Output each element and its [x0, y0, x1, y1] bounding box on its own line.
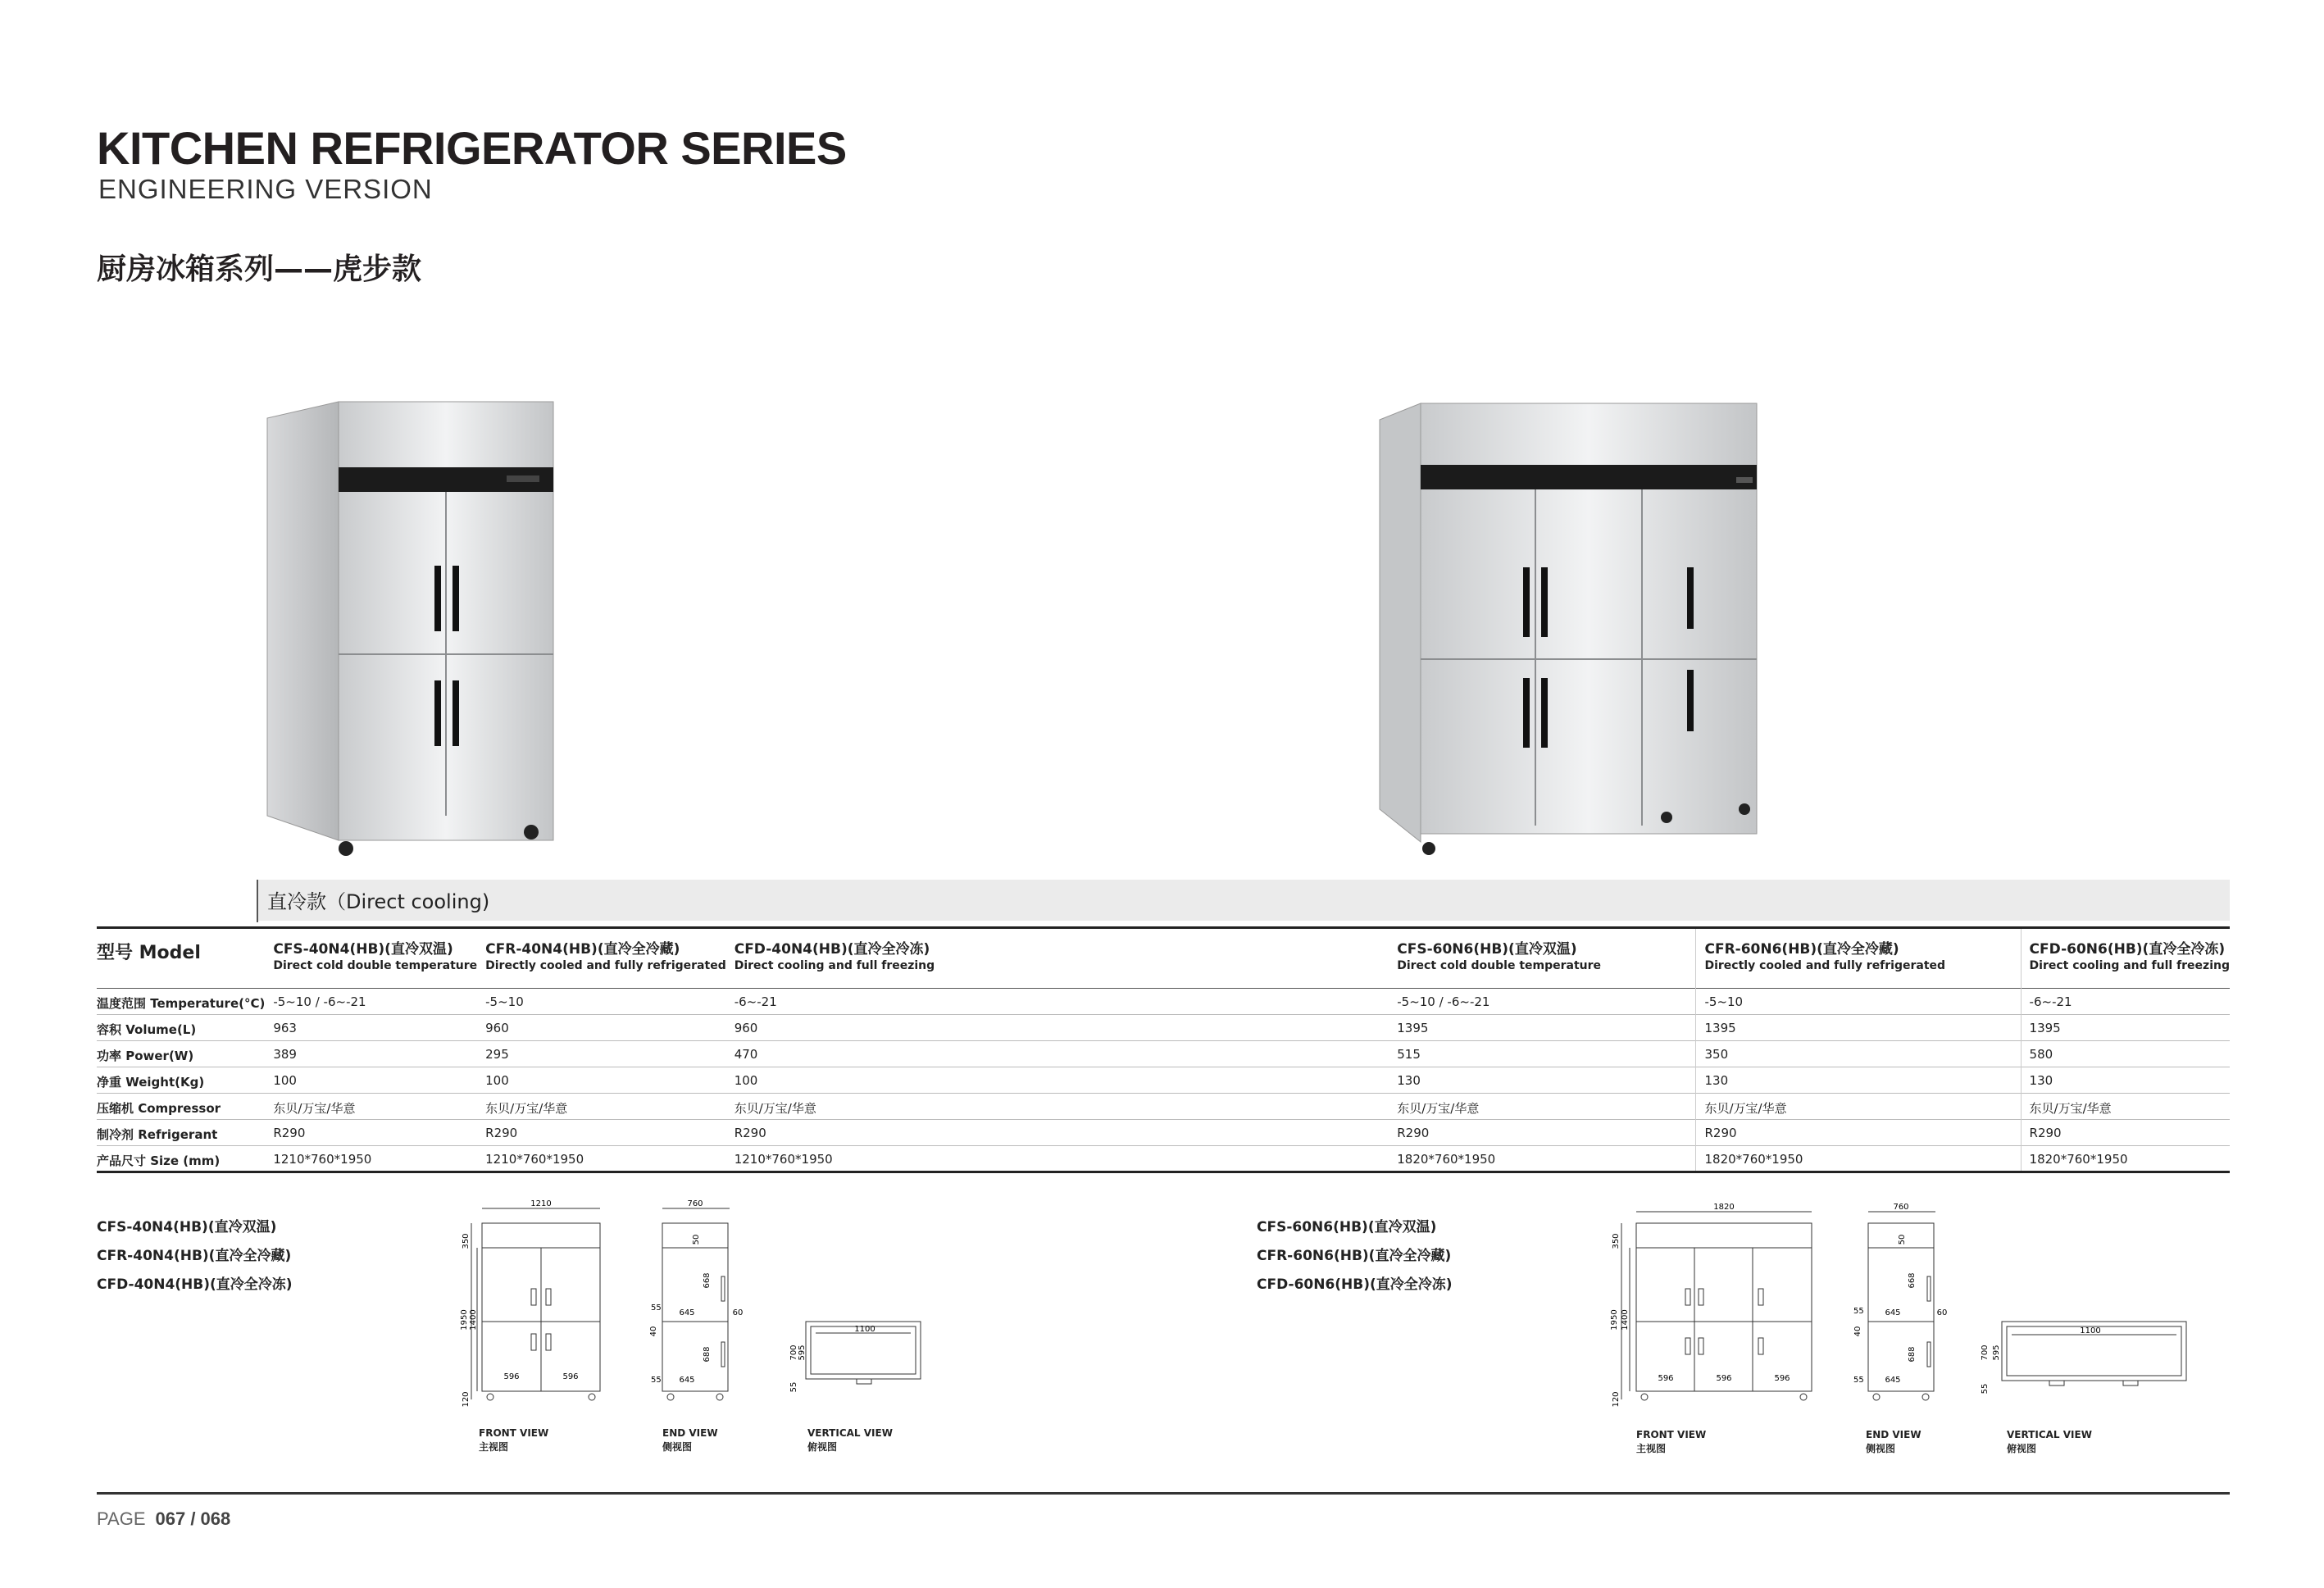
footer-divider	[97, 1492, 2230, 1495]
table-cell: 960	[734, 1021, 758, 1035]
table-cell: 963	[273, 1021, 297, 1035]
dim-text: 40	[1853, 1326, 1862, 1337]
dim-text: 688	[703, 1346, 712, 1363]
model-header: CFS-40N4(HB)(直冷双温) Direct cold double temperature	[273, 941, 478, 972]
dim-text: 1950	[1610, 1309, 1619, 1331]
dim-text: 645	[679, 1308, 695, 1317]
page-subtitle: ENGINEERING VERSION	[98, 174, 433, 204]
dim-text: 668	[1908, 1272, 1917, 1289]
front-view-caption: FRONT VIEW 主视图	[1636, 1429, 1707, 1454]
front-view-drawing-6-door	[1607, 1199, 1820, 1412]
table-cell: 960	[485, 1021, 509, 1035]
table-row	[97, 1146, 2230, 1172]
table-cell: 1820*760*1950	[1397, 1152, 1496, 1167]
row-label: 压缩机 Compressor	[97, 1101, 221, 1116]
table-cell: 1820*760*1950	[2021, 1146, 2230, 1172]
row-label: 功率 Power(W)	[97, 1049, 194, 1063]
model-list-right	[1257, 1213, 1453, 1299]
dim-text: 350	[462, 1233, 471, 1249]
vertical-view-caption: VERTICAL VIEW 俯视图	[2007, 1429, 2092, 1454]
model-header: CFD-40N4(HB)(直冷全冷冻) Direct cooling and full freezing	[734, 941, 935, 972]
table-cell: 130	[1696, 1067, 2021, 1094]
table-cell: 1210*760*1950	[485, 1152, 584, 1167]
vertical-view-drawing-4-door	[783, 1312, 930, 1402]
model-list-item: CFS-40N4(HB)(直冷双温)	[97, 1219, 277, 1235]
dim-text: 595	[798, 1345, 807, 1361]
model-header: CFD-60N6(HB)(直冷全冷冻) Direct cooling and full freezing	[2021, 928, 2230, 989]
model-list-left	[97, 1213, 293, 1299]
page-title: KITCHEN REFRIGERATOR SERIES	[97, 122, 847, 174]
table-cell: R290	[734, 1126, 766, 1140]
page-number	[97, 1508, 230, 1530]
table-cell: 东贝/万宝/华意	[1696, 1094, 2021, 1120]
table-cell: 470	[734, 1047, 758, 1062]
table-cell: 130	[2021, 1067, 2230, 1094]
dim-text: 596	[1774, 1374, 1790, 1383]
table-row	[97, 1067, 2230, 1094]
model-header: CFR-60N6(HB)(直冷全冷藏) Directly cooled and fully refrigerated	[1696, 928, 2021, 989]
table-cell: 389	[273, 1047, 297, 1062]
vertical-view-caption: VERTICAL VIEW 俯视图	[807, 1427, 893, 1453]
chinese-title: 厨房冰箱系列——虎步款	[97, 253, 422, 286]
table-cell: 东贝/万宝/华意	[734, 1101, 816, 1116]
dim-text: 596	[1716, 1374, 1732, 1383]
model-list-item: CFD-40N4(HB)(直冷全冷冻)	[97, 1276, 293, 1293]
vertical-view-drawing-6-door	[1976, 1312, 2197, 1402]
table-cell: -5~10 / -6~-21	[273, 994, 366, 1009]
table-cell: 1820*760*1950	[1696, 1146, 2021, 1172]
model-header: CFR-40N4(HB)(直冷全冷藏) Directly cooled and fully refrigerated	[485, 941, 726, 972]
end-view-drawing-6-door	[1849, 1199, 1947, 1412]
dim-text: 596	[503, 1372, 520, 1381]
row-label: 净重 Weight(Kg)	[97, 1075, 205, 1090]
fridge-4-door-image	[261, 394, 564, 865]
dim-text: 700	[789, 1345, 798, 1361]
dim-text: 120	[462, 1391, 471, 1408]
dim-text: 1100	[2080, 1326, 2101, 1335]
row-label: 产品尺寸 Size (mm)	[97, 1153, 221, 1168]
dim-text: 1820	[1713, 1203, 1735, 1212]
model-list-item: CFR-40N4(HB)(直冷全冷藏)	[97, 1248, 292, 1264]
dim-text: 595	[1992, 1345, 2001, 1361]
dim-text: 1400	[469, 1309, 478, 1331]
model-list-item: CFS-60N6(HB)(直冷双温)	[1257, 1219, 1437, 1235]
table-cell: R290	[485, 1126, 518, 1140]
dim-text: 760	[1893, 1203, 1909, 1212]
table-cell: 1210*760*1950	[734, 1152, 833, 1167]
table-row	[97, 1094, 2230, 1120]
dim-text: 50	[692, 1234, 701, 1245]
model-header: CFS-60N6(HB)(直冷双温) Direct cold double temperature	[1397, 941, 1602, 972]
table-cell: 1210*760*1950	[273, 1152, 372, 1167]
table-cell: 350	[1696, 1041, 2021, 1067]
dim-text: 1400	[1621, 1309, 1630, 1331]
table-cell: 100	[485, 1073, 509, 1088]
model-list-item: CFR-60N6(HB)(直冷全冷藏)	[1257, 1248, 1452, 1264]
fridge-6-door-image	[1371, 395, 1781, 867]
table-cell: R290	[273, 1126, 306, 1140]
section-header-bar	[257, 880, 2230, 921]
dim-text: 760	[687, 1199, 703, 1208]
table-row	[97, 989, 2230, 1015]
table-cell: -5~10	[1696, 989, 2021, 1015]
dim-text: 55	[789, 1381, 798, 1393]
table-cell: 580	[2021, 1041, 2230, 1067]
dim-text: 1950	[460, 1309, 469, 1331]
table-cell: R290	[2021, 1120, 2230, 1146]
dim-text: 50	[1898, 1234, 1907, 1245]
dim-text: 60	[1936, 1308, 1947, 1317]
section-divider	[257, 880, 258, 922]
table-cell: 130	[1397, 1073, 1421, 1088]
dim-text: 60	[732, 1308, 744, 1317]
dim-text: 645	[1885, 1376, 1901, 1385]
table-cell: 东贝/万宝/华意	[485, 1101, 568, 1116]
spec-table	[97, 926, 2230, 1173]
table-cell: 1395	[2021, 1015, 2230, 1041]
table-cell: R290	[1696, 1120, 2021, 1146]
dim-text: 645	[1885, 1308, 1901, 1317]
row-label: 温度范围 Temperature(°C)	[97, 996, 266, 1011]
row-label: 容积 Volume(L)	[97, 1022, 197, 1037]
model-column-header: 型号 Model	[97, 943, 201, 963]
end-view-caption: END VIEW 侧视图	[662, 1427, 718, 1453]
dim-text: 55	[651, 1376, 662, 1385]
table-cell: 东贝/万宝/华意	[1397, 1101, 1480, 1116]
dim-text: 55	[1853, 1307, 1864, 1316]
front-view-caption: FRONT VIEW 主视图	[479, 1427, 549, 1453]
table-row	[97, 1015, 2230, 1041]
dim-text: 120	[1612, 1391, 1621, 1408]
page-value: 067 / 068	[155, 1508, 231, 1529]
dim-text: 350	[1612, 1233, 1621, 1249]
end-view-drawing-4-door	[648, 1199, 746, 1412]
dim-text: 596	[562, 1372, 579, 1381]
dim-text: 55	[1853, 1376, 1864, 1385]
table-cell: 100	[734, 1073, 758, 1088]
dim-text: 55	[1981, 1383, 1990, 1395]
dim-text: 700	[1981, 1345, 1990, 1361]
front-view-drawing-4-door	[459, 1199, 607, 1412]
table-cell: 100	[273, 1073, 297, 1088]
dim-text: 40	[649, 1326, 658, 1337]
section-label: 直冷款（Direct cooling)	[267, 890, 490, 913]
table-cell: 1395	[1397, 1021, 1429, 1035]
table-row	[97, 1120, 2230, 1146]
dim-text: 1100	[854, 1325, 875, 1334]
end-view-caption: END VIEW 侧视图	[1866, 1429, 1922, 1454]
table-cell: 295	[485, 1047, 509, 1062]
dim-text: 596	[1658, 1374, 1674, 1383]
dim-text: 668	[703, 1272, 712, 1289]
table-row	[97, 1041, 2230, 1067]
table-header-row	[97, 928, 2230, 989]
table-cell: 东贝/万宝/华意	[2021, 1094, 2230, 1120]
dim-text: 1210	[530, 1199, 552, 1208]
page-label: PAGE	[97, 1508, 146, 1529]
table-cell: -6~-21	[2021, 989, 2230, 1015]
table-cell: 东贝/万宝/华意	[273, 1101, 356, 1116]
row-label: 制冷剂 Refrigerant	[97, 1127, 218, 1142]
model-list-item: CFD-60N6(HB)(直冷全冷冻)	[1257, 1276, 1453, 1293]
table-cell: 515	[1397, 1047, 1421, 1062]
table-cell: -5~10	[485, 994, 524, 1009]
table-cell: -6~-21	[734, 994, 777, 1009]
dim-text: 55	[651, 1304, 662, 1313]
table-cell: 1395	[1696, 1015, 2021, 1041]
dim-text: 645	[679, 1376, 695, 1385]
table-cell: R290	[1397, 1126, 1430, 1140]
table-cell: -5~10 / -6~-21	[1397, 994, 1490, 1009]
dim-text: 688	[1908, 1346, 1917, 1363]
